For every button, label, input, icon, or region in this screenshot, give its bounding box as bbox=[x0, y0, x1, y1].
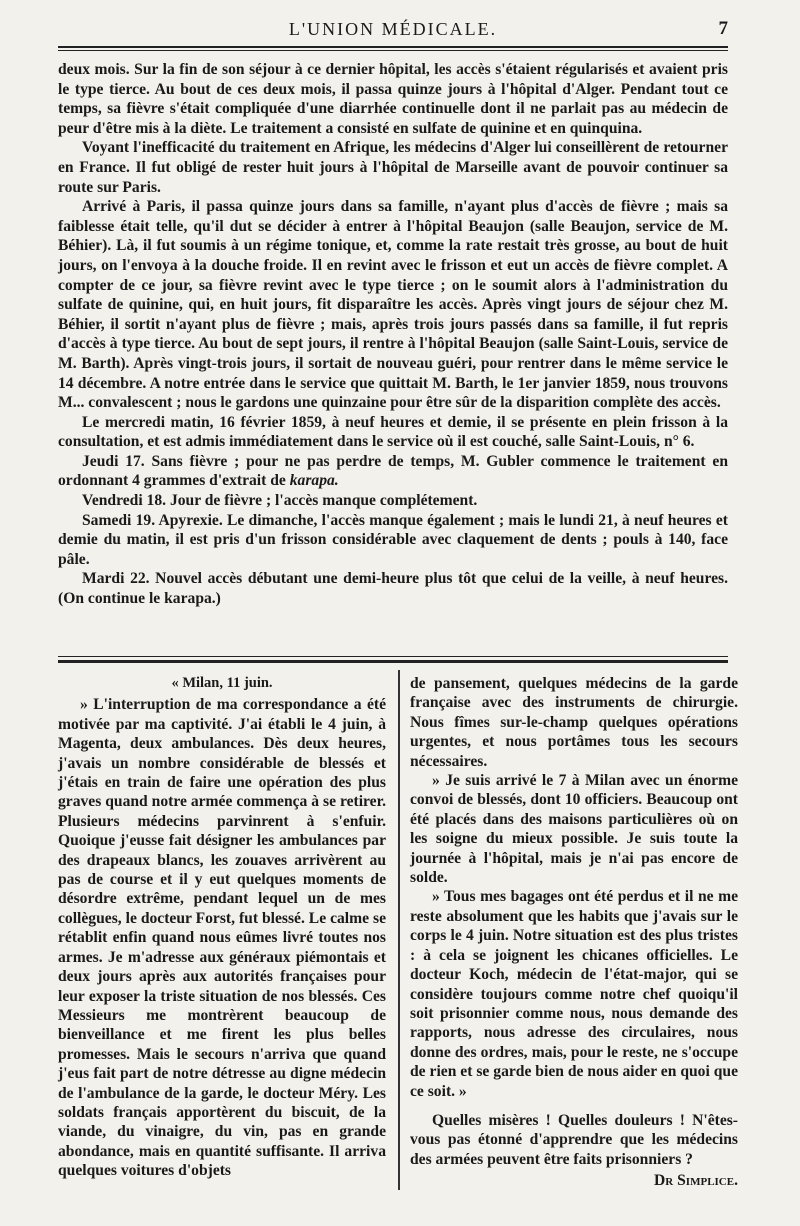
page-number: 7 bbox=[718, 18, 728, 39]
paragraph: Le mercredi matin, 16 février 1859, à neuf heures et demie, il se présente en plein frisson à la consultation, et est admis immédiatement dans le service où il est couché, salle Saint-Louis, n° 6. bbox=[58, 413, 728, 451]
paragraph bbox=[58, 452, 728, 491]
paragraph: » Tous mes bagages ont été perdus et il ne me reste absolument que les habits que j'avais sur le corps le 4 juin. Notre situation est des plus tristes : à cela se joignent les chicanes officielles. Le docteur Koch, médecin de l'état-major, qui se considère toujours comme notre chef quoiqu'il soit prisonnier comme nous, nous demande des rapports, nous adresse des circulaires, nous donne des ordres, mais, pour le reste, ne s'occupe de rien et se garde bien de nous aider en quoi que ce soit. » bbox=[410, 888, 738, 1100]
paragraph: de pansement, quelques médecins de la garde française avec des instruments de chirurgie. Nous fîmes sur-le-champ quelques opérations urgentes, et nous portâmes tous les secours nécessaires. bbox=[410, 675, 738, 770]
paragraph: Vendredi 18. Jour de fièvre ; l'accès manque complétement. bbox=[82, 492, 478, 510]
paragraph: deux mois. Sur la fin de son séjour à ce dernier hôpital, les accès s'étaient régularisés et avaient pris le type tierce. Au bout de ces deux mois, il passa quinze jours à l'hôpital d'Alger. Pendant tout ce temps, sa fièvre s'était compliquée d'une diarrhée continuelle dont il ne parlait pas au médecin de peur d'être mis à la diète. Le traitement a consisté en sulfate de quinine et en quinquina. bbox=[58, 61, 728, 137]
page-header bbox=[58, 14, 728, 44]
paragraph: » L'interruption de ma correspondance a été motivée par ma captivité. J'ai établi le 4 juin, à Magenta, deux ambulances. Dès deux heures, j'avais un nombre considérable de blessés et j'étais en train de faire une opération des plus graves quand notre armée commença à se retirer. Plusieurs médecins parvinrent à s'enfuir. Quoique j'eusse fait désigner les ambulances par des drapeaux blancs, les zouaves arrivèrent au pas de course et il y eut quelques moments de désordre extrême, pendant lequel un de mes collègues, le docteur Forst, fut blessé. Le calme se rétablit enfin quand nous eûmes livré toutes nos armes. Je m'adresse aux généraux piémontais et deux jours après aux autorités françaises pour leur exposer la triste situation de nos blessés. Ces Messieurs me montrèrent beaucoup de bienveillance et me firent les plus belles promesses. Mais le secours n'arriva que quand j'eus fait part de notre détresse au digne médecin de l'ambulance de la garde, le docteur Méry. Les soldats français apportèrent du biscuit, de la viande, du vinaigre, du vin, pas en grande abondance, mais en quantité suffisante. Il arriva quelques voitures d'objets bbox=[58, 696, 386, 1180]
section-rule bbox=[58, 656, 728, 663]
paragraph: » Je suis arrivé le 7 à Milan avec un énorme convoi de blessés, dont 10 officiers. Beaucoup ont été placés dans des maisons particulières où on les soigne du mieux possible. Je suis toute la journée à l'hôpital, mais je n'ai pas encore de solde. bbox=[410, 772, 738, 887]
right-column bbox=[410, 674, 738, 1191]
column-divider bbox=[398, 670, 400, 1190]
dateline: « Milan, 11 juin. bbox=[171, 675, 273, 691]
case-report-section bbox=[58, 60, 728, 609]
paragraph: Quelles misères ! Quelles douleurs ! N'êtes-vous pas étonné d'apprendre que les médecins des armées peuvent être faits prisonniers ? bbox=[410, 1111, 738, 1168]
header-rule bbox=[58, 46, 728, 51]
running-title: L'UNION MÉDICALE. bbox=[288, 19, 498, 39]
italic-term: karapa. bbox=[289, 472, 339, 490]
left-column bbox=[58, 674, 386, 1181]
paragraph: Arrivé à Paris, il passa quinze jours dans sa famille, n'ayant plus d'accès de fièvre ; mais sa faiblesse était telle, qu'il dut se décider à entrer à l'hôpital Beaujon (salle Beaujon, service de M. Béhier). Là, il fut soumis à un régime tonique, et, comme la rate restait très grosse, au bout de huit jours, on l'envoya à la douche froide. Il en revint avec le frisson et eut un accès de fièvre complet. A compter de ce jour, sa fièvre revint avec le type tierce ; on le soumit alors à l'administration du sulfate de quinine, qui, en huit jours, fit disparaître les accès. Après vingt jours de séjour chez M. Béhier, il sortit n'ayant plus de fièvre ; mais, après trois jours passés dans sa famille, il fut repris d'accès à type tierce. Au bout de sept jours, il rentre à l'hôpital Beaujon (salle Saint-Louis, service de M. Barth). Après vingt-trois jours, il sortait de nouveau guéri, pour rentrer dans le même service le 14 décembre. A notre entrée dans le service que quittait M. Barth, le 1er janvier 1859, nous trouvons M... convalescent ; nous le gardons une quinzaine pour être sûr de la disparition complète des accès. bbox=[58, 198, 728, 412]
paragraph: Samedi 19. Apyrexie. Le dimanche, l'accès manque également ; mais le lundi 21, à neuf heures et demie du matin, il est pris d'un frisson considérable avec claquement de dents ; pouls à 140, face pâle. bbox=[58, 511, 728, 568]
paragraph-text: Jeudi 17. Sans fièvre ; pour ne pas perdre de temps, M. Gubler commence le traitement en ordonnant 4 grammes d'extrait de bbox=[58, 452, 728, 490]
paragraph: Voyant l'inefficacité du traitement en Afrique, les médecins d'Alger lui conseillèrent de retourner en France. Il fut obligé de rester huit jours à l'hôpital de Marseille avant de pouvoir continuer sa route sur Paris. bbox=[58, 139, 728, 196]
paragraph: Mardi 22. Nouvel accès débutant une demi-heure plus tôt que celui de la veille, à neuf heures. (On continue le karapa.) bbox=[58, 570, 728, 608]
signature: Dr Simplice. bbox=[654, 1172, 738, 1190]
